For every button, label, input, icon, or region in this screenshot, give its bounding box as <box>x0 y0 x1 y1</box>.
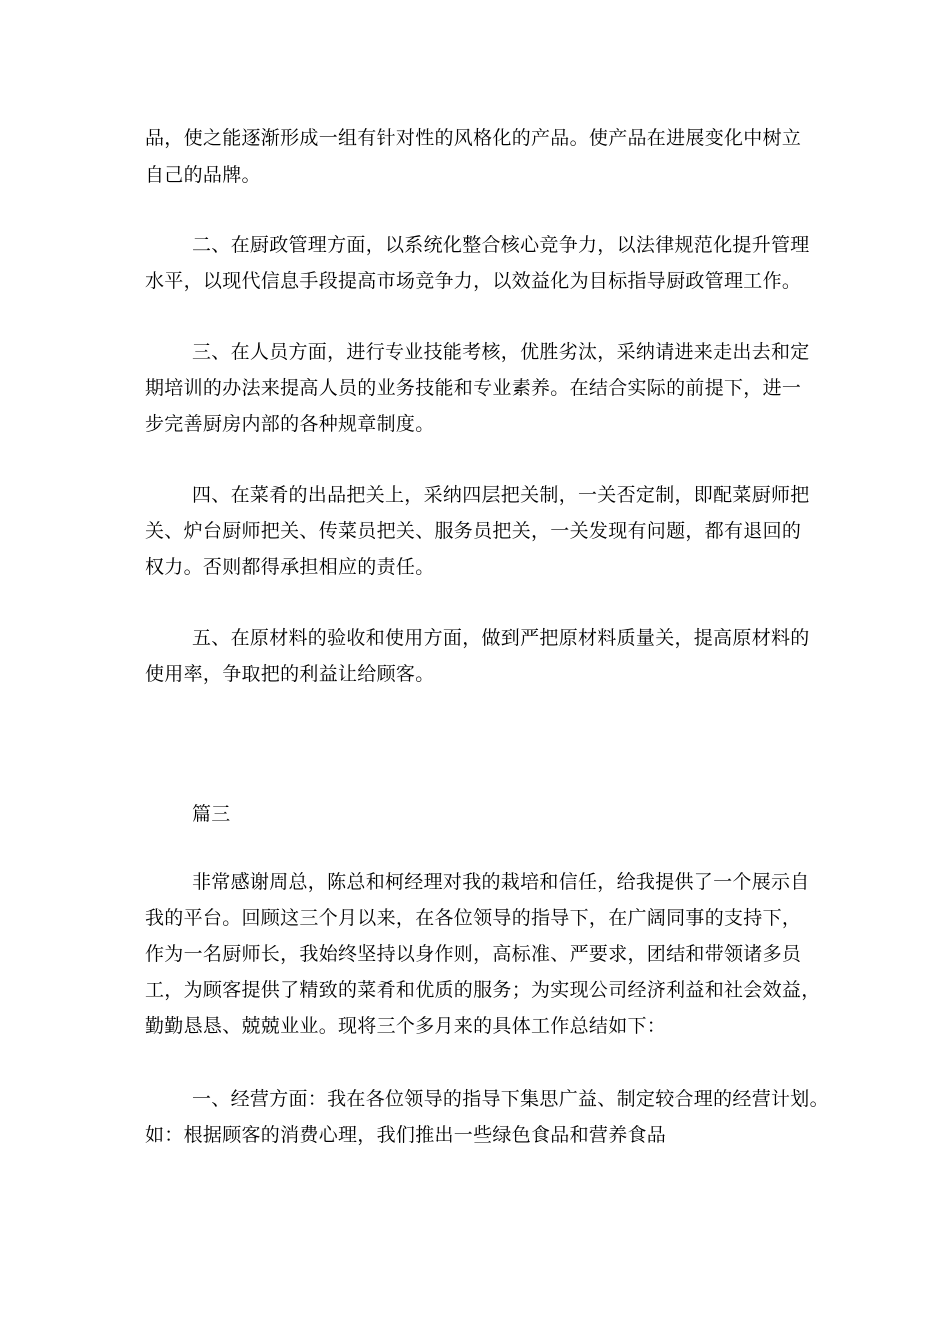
text-line: 如：根据顾客的消费心理，我们推出一些绿色食品和营养食品 <box>145 1124 667 1146</box>
text-line: 期培训的办法来提高人员的业务技能和专业素养。在结合实际的前提下，进一 <box>145 377 802 399</box>
text-line: 勤勤恳恳、兢兢业业。现将三个多月来的具体工作总结如下： <box>145 1015 667 1037</box>
text-line: 作为一名厨师长，我始终坚持以身作则，高标准、严要求，团结和带领诸多员 <box>145 943 802 965</box>
text-line: 使用率，争取把的利益让给顾客。 <box>145 663 435 685</box>
text-line: 二、在厨政管理方面，以系统化整合核心竞争力，以法律规范化提升管理 <box>192 234 810 256</box>
text-line: 自己的品牌。 <box>145 164 261 186</box>
text-line: 非常感谢周总，陈总和柯经理对我的栽培和信任，给我提供了一个展示自 <box>192 871 810 893</box>
text-line: 步完善厨房内部的各种规章制度。 <box>145 413 435 435</box>
text-line: 品，使之能逐渐形成一组有针对性的风格化的产品。使产品在进展变化中树立 <box>145 127 802 149</box>
text-line: 四、在菜肴的出品把关上，采纳四层把关制，一关否定制，即配菜厨师把 <box>192 484 810 506</box>
text-line: 水平，以现代信息手段提高市场竞争力，以效益化为目标指导厨政管理工作。 <box>145 270 802 292</box>
text-line: 三、在人员方面，进行专业技能考核，优胜劣汰，采纳请进来走出去和定 <box>192 341 810 363</box>
section-heading: 篇三 <box>192 803 231 825</box>
text-line: 我的平台。回顾这三个月以来，在各位领导的指导下，在广阔同事的支持下， <box>145 907 802 929</box>
text-line: 五、在原材料的验收和使用方面，做到严把原材料质量关，提高原材料的 <box>192 627 810 649</box>
text-line: 权力。否则都得承担相应的责任。 <box>145 556 435 578</box>
text-line: 工，为顾客提供了精致的菜肴和优质的服务；为实现公司经济利益和社会效益， <box>145 979 821 1001</box>
text-line: 一、经营方面：我在各位领导的指导下集思广益、制定较合理的经营计划。 <box>192 1088 829 1110</box>
text-line: 关、炉台厨师把关、传菜员把关、服务员把关，一关发现有问题，都有退回的 <box>145 520 802 542</box>
